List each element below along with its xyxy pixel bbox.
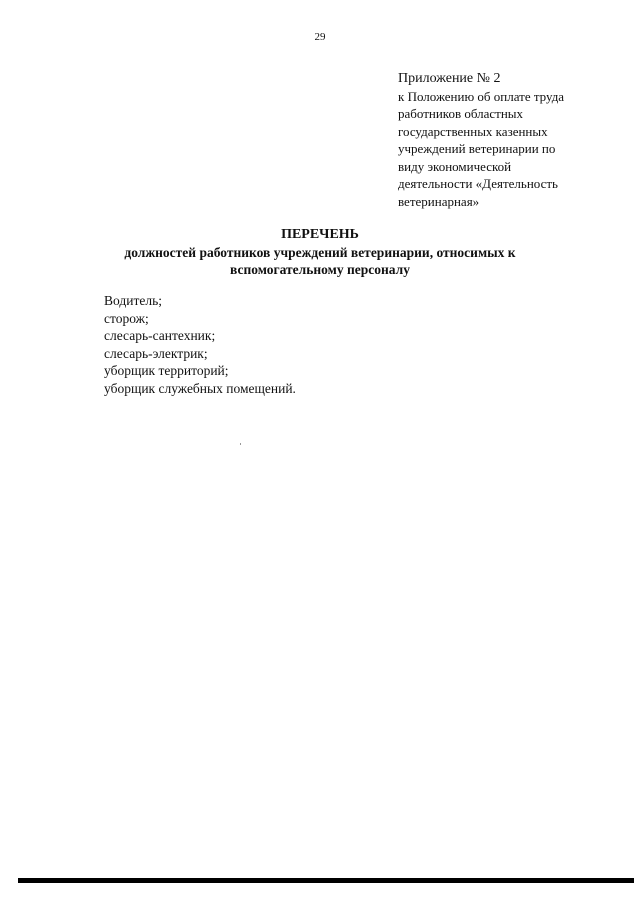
list-item: Водитель;	[104, 293, 162, 308]
list-item: уборщик территорий;	[104, 363, 229, 378]
title-block	[0, 226, 640, 278]
list-item: слесарь-сантехник;	[104, 328, 216, 343]
appendix-line: деятельности «Деятельность	[398, 176, 558, 191]
bottom-bar	[18, 878, 634, 883]
scan-artifact-dot	[240, 443, 241, 445]
appendix-heading: Приложение № 2	[398, 71, 501, 86]
document-subtitle-line: должностей работников учреждений ветеринарии, относимых к	[124, 245, 516, 260]
page-number: 29	[314, 31, 326, 43]
list-item: сторож;	[104, 310, 149, 326]
appendix-line: работников областных	[398, 106, 524, 121]
appendix-line: ветеринарная»	[398, 193, 480, 209]
appendix-line: учреждений ветеринарии по	[398, 141, 556, 156]
appendix-line: к Положению об оплате труда	[398, 88, 565, 104]
appendix-line: виду экономической	[398, 158, 512, 174]
appendix-line: государственных казенных	[398, 123, 548, 139]
document-subtitle-line: вспомогательному персоналу	[230, 262, 410, 277]
document-title: ПЕРЕЧЕНЬ	[281, 227, 359, 242]
list-item: уборщик служебных помещений.	[104, 380, 296, 396]
positions-list	[104, 292, 504, 397]
appendix-block	[398, 70, 623, 210]
list-item: слесарь-электрик;	[104, 345, 208, 361]
